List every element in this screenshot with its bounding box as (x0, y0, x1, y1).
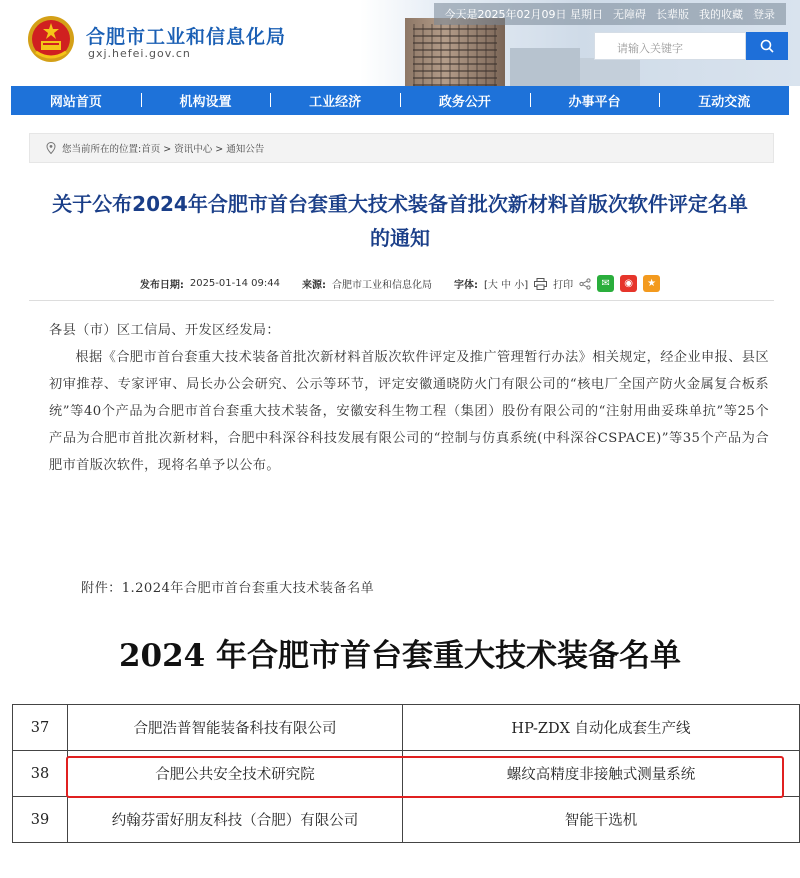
wechat-share-icon[interactable]: ✉ (597, 275, 614, 292)
table-row (13, 705, 800, 751)
row-number: 37 (13, 705, 68, 751)
main-nav (11, 86, 789, 115)
share-icon[interactable] (579, 278, 591, 290)
table-row (13, 797, 800, 843)
nav-item-interaction[interactable]: 互动交流 (659, 91, 789, 110)
product-cell: 智能干选机 (403, 797, 800, 843)
attachment-link[interactable]: 附件：1.2024年合肥市首台套重大技术装备名单 (81, 581, 375, 596)
national-emblem-icon (26, 14, 76, 64)
body-paragraph: 根据《合肥市首台套重大技术装备首批次新材料首版次软件评定及推广管理暂行办法》相关规定，经企业申报、县区初审推荐、专家评审、局长办公会研究、公示等环节，评定安徽通晓防火门有限公司的“核电厂全国产防火金属复合板系统”等40个产品为合肥市首台套重大技术装备，安徽安科生物工程（集团）股份有限公司的“注射用曲妥珠单抗”等25个产品为合肥市首批次新材料，合肥中科深谷科技发展有限公司的“控制与仿真系统(中科深谷CSPACE)”等35个产品为合肥市首版次软件，现将名单予以公布。 (49, 350, 769, 473)
product-cell: 螺纹高精度非接触式测量系统 (403, 751, 800, 797)
company-cell: 合肥浩普智能装备科技有限公司 (68, 705, 403, 751)
location-pin-icon (46, 142, 56, 154)
site-domain: gxj.hefei.gov.cn (88, 47, 191, 60)
article-content (11, 115, 789, 610)
salutation: 各县（市）区工信局、开发区经发局： (49, 323, 280, 338)
top-utility-bar (434, 3, 786, 25)
site-header (0, 0, 800, 86)
highlight-box (66, 756, 784, 798)
product-cell: HP-ZDX 自动化成套生产线 (403, 705, 800, 751)
company-cell: 合肥公共安全技术研究院 (68, 751, 403, 797)
meta-divider (29, 300, 774, 301)
building-image-secondary (510, 48, 580, 86)
source-label: 来源: (301, 280, 326, 291)
article-source: 合肥市工业和信息化局 (331, 280, 432, 291)
weibo-share-icon[interactable]: ◉ (620, 275, 637, 292)
nav-item-home[interactable]: 网站首页 (49, 95, 102, 110)
search-input[interactable]: 请输入关键字 (594, 32, 746, 60)
publish-date: 2025-01-14 09:44 (189, 278, 280, 289)
breadcrumb (29, 133, 774, 163)
login-link[interactable]: 登录 (753, 8, 775, 21)
nav-item-services[interactable]: 办事平台 (530, 91, 660, 110)
nav-item-industry[interactable]: 工业经济 (270, 91, 400, 110)
article-title: 关于公布2024年合肥市首台套重大技术装备首批次新材料首版次软件评定名单的通知 (52, 192, 748, 250)
article-body (49, 317, 769, 479)
nav-item-government-affairs[interactable]: 政务公开 (400, 91, 530, 110)
breadcrumb-path[interactable]: 首页 > 资讯中心 > 通知公告 (141, 144, 265, 155)
company-cell: 约翰芬雷好朋友科技（合肥）有限公司 (68, 797, 403, 843)
site-name[interactable]: 合肥市工业和信息化局 (86, 26, 287, 48)
row-number: 38 (13, 751, 68, 797)
elder-mode-link[interactable]: 长辈版 (656, 8, 689, 21)
search-button[interactable] (746, 32, 788, 60)
font-size-options[interactable]: [大 中 小] (483, 280, 529, 291)
breadcrumb-prefix: 您当前所在的位置: (62, 144, 142, 155)
building-image (405, 18, 505, 86)
date-label: 发布日期: (139, 280, 184, 291)
favorite-star-icon[interactable]: ★ (643, 275, 660, 292)
nav-item-organization[interactable]: 机构设置 (141, 91, 271, 110)
font-size-label: 字体: (453, 280, 478, 291)
print-link[interactable]: 打印 (553, 280, 574, 291)
building-image-tertiary (580, 58, 640, 86)
row-number: 39 (13, 797, 68, 843)
article-meta (11, 275, 789, 292)
printer-icon[interactable] (534, 278, 547, 290)
document-title: 2024 年合肥市首台套重大技术装备名单 (118, 638, 682, 674)
attachment-document (0, 610, 800, 878)
accessibility-link[interactable]: 无障碍 (613, 8, 646, 21)
search-icon (760, 39, 774, 53)
favorites-link[interactable]: 我的收藏 (699, 8, 743, 21)
current-date: 今天是2025年02月09日 星期日 (444, 8, 603, 21)
